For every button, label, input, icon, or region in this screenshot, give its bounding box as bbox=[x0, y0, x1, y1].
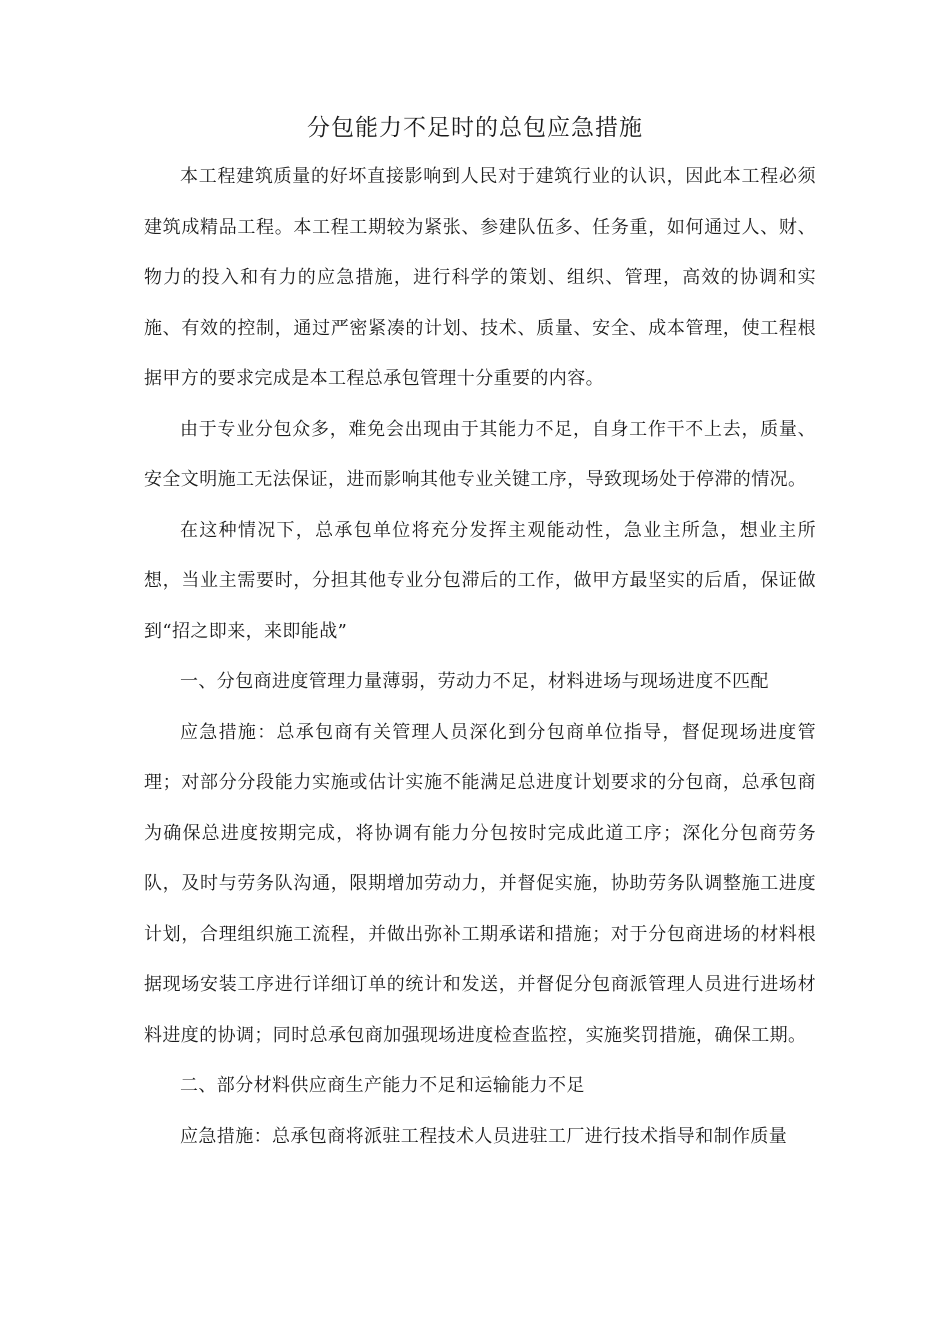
paragraph-measures-2: 应急措施：总承包商将派驻工程技术人员进驻工厂进行技术指导和制作质量 bbox=[180, 1125, 788, 1147]
document-title: 分包能力不足时的总包应急措施 bbox=[307, 115, 643, 141]
paragraph-subcontract-issue: 由于专业分包众多，难免会出现由于其能力不足，自身工作干不上去，质量、安全文明施工无法保证，进而影响其他专业关键工序，导致现场处于停滞的情况。 bbox=[144, 418, 816, 490]
document-body bbox=[144, 152, 816, 1162]
section-heading-2: 二、部分材料供应商生产能力不足和运输能力不足 bbox=[180, 1075, 585, 1096]
paragraph-intro: 本工程建筑质量的好坏直接影响到人民对于建筑行业的认识，因此本工程必须建筑成精品工程。本工程工期较为紧张、参建队伍多、任务重，如何通过人、财、物力的投入和有力的应急措施，进行科学的策划、组织、管理，高效的协调和实施、有效的控制，通过严密紧凑的计划、技术、质量、安全、成本管理，使工程根据甲方的要求完成是本工程总承包管理十分重要的内容。 bbox=[144, 166, 816, 389]
paragraph-contractor-commitment: 在这种情况下，总承包单位将充分发挥主观能动性，急业主所急，想业主所想，当业主需要时，分担其他专业分包滞后的工作，做甲方最坚实的后盾，保证做到“招之即来，来即能战” bbox=[144, 519, 816, 642]
paragraph-measures-1: 应急措施：总承包商有关管理人员深化到分包商单位指导，督促现场进度管理；对部分分段能力实施或估计实施不能满足总进度计划要求的分包商，总承包商为确保总进度按期完成，将协调有能力分包按时完成此道工序；深化分包商劳务队，及时与劳务队沟通，限期增加劳动力，并督促实施，协助劳务队调整施工进度计划，合理组织施工流程，并做出弥补工期承诺和措施；对于分包商进场的材料根据现场安装工序进行详细订单的统计和发送，并督促分包商派管理人员进行进场材料进度的协调；同时总承包商加强现场进度检查监控，实施奖罚措施，确保工期。 bbox=[144, 721, 816, 1046]
section-heading-1: 一、分包商进度管理力量薄弱，劳动力不足，材料进场与现场进度不匹配 bbox=[180, 671, 769, 692]
